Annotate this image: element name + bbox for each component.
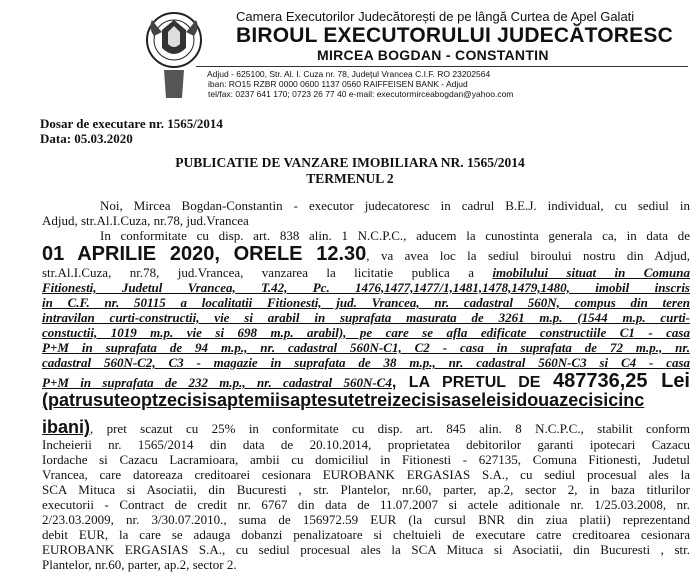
iban-line: iban: RO15 RZBR 0000 0600 1137 0560 RAIFFEISEN BANK - Adjud bbox=[208, 79, 468, 89]
body-line: Plantelor, nr.60, parter, ap.2, sector 2. bbox=[42, 557, 237, 572]
body-line: P+M in suprafata de 94 m.p., nr. cadastral 560N-C1, C2 - casa in suprafata de 72 m.p., nr. bbox=[42, 340, 690, 355]
body-line: executorii - Contract de credit nr. 6767 din data de 11.07.2007 si actele aditionale nr. 1/25.03.2008, nr. bbox=[42, 497, 690, 512]
letterhead bbox=[0, 0, 700, 110]
document-title: PUBLICATIE DE VANZARE IMOBILIARA NR. 1565/2014 bbox=[175, 155, 525, 170]
body-line: Fitionesti, Judetul Vrancea, T.42, Pc. 1476,1477,1477/1,1481,1478,1479,1480, imobil inscris bbox=[42, 280, 690, 295]
case-date: Data: 05.03.2020 bbox=[40, 131, 133, 146]
body-line: debit EUR, la care se adauga dobanzi penalizatoare si cheltuieli de executare catre creditoarea cesionara bbox=[42, 527, 690, 542]
body-line: intravilan curti-constructii, vie si arabil in suprafata masurata de 3261 m.p. (1544 m.p. curti- bbox=[42, 310, 690, 325]
body-line: str.Al.I.Cuza, nr.78, jud.Vrancea, vanzarea la licitatie publica a imobilului situat in Comuna bbox=[42, 265, 691, 280]
auction-price: 487736,25 Lei bbox=[552, 370, 690, 392]
price-in-words: (patrusuteoptzecisisaptemiisaptesutetreizecisisaseleisidouazecisicinc bbox=[42, 390, 645, 410]
body-line: 2/23.03.2009, nr. 3/30.07.2010., suma de 156972.59 EUR (la cursul BNR din ziua platii) reprezentand bbox=[42, 512, 690, 527]
header-divider bbox=[196, 66, 688, 67]
body-line: P+M in suprafata de 232 m.p., nr. cadastral 560N-C4, LA PRETUL DE 487736,25 Lei bbox=[42, 370, 690, 392]
executor-name: MIRCEA BOGDAN - CONSTANTIN bbox=[317, 47, 549, 63]
body-line: Iordache si Cazacu Lacramioara, ambii cu domiciliul in Fitionesti - 627135, Comuna Fitionesti, Judetul bbox=[42, 452, 690, 467]
body-line: 01 APRILIE 2020, ORELE 12.30, va avea loc la sediul biroului nostru din Adjud, bbox=[42, 243, 690, 265]
body-line: EUROBANK ERGASIAS S.A., cu sediul procesual ales la SCA Mituca si Asociatii, din Bucuresti , str. bbox=[42, 542, 690, 557]
office-title: BIROUL EXECUTORULUI JUDECĂTORESC bbox=[236, 24, 673, 47]
coat-of-arms-seal bbox=[142, 6, 206, 102]
case-number: Dosar de executare nr. 1565/2014 bbox=[40, 116, 223, 131]
body-line: in C.F. nr. 50115 a localitatii Fitionesti, jud. Vrancea, nr. cadastral 560N, compus din teren bbox=[42, 295, 690, 310]
body-line: Vrancea, care datoreaza creditoarei cesionara EUROBANK ERGASIAS S.A., cu sediul procesual ales la bbox=[42, 467, 690, 482]
body-line: Noi, Mircea Bogdan-Constantin - executor judecatoresc in cadrul B.E.J. individual, cu sediul in bbox=[100, 198, 690, 213]
body-line: SCA Mituca si Asociatii, din Bucuresti , str. Plantelor, nr.60, parter, ap.2, sector 2, in baza titlurilor bbox=[42, 482, 690, 497]
body-line: In conformitate cu disp. art. 838 alin. 1 N.C.P.C., aducem la cunostinta generala ca, in data de bbox=[100, 228, 690, 243]
body-line: cadastral 560N-C2, C3 - magazie in suprafata de 38 m.p., nr. cadastral 560N-C3 si C4 - casa bbox=[42, 355, 690, 370]
body-line: constuctii, 1019 m.p. vie si 698 m.p. arabil), pe care se afla edificate constructiile C1 - casa bbox=[42, 325, 690, 340]
address-line: Adjud - 625100, Str. Al. I. Cuza nr. 78, Județul Vrancea C.I.F. RO 23202564 bbox=[207, 69, 491, 79]
body-line: ibani), pret scazut cu 25% in conformitate cu disp. art. 845 alin. 8 N.C.P.C., stabilit conform bbox=[42, 417, 690, 437]
auction-date: 01 APRILIE 2020, ORELE 12.30 bbox=[42, 243, 367, 265]
chamber-line: Camera Executorilor Judecătorești de pe lângă Curtea de Apel Galati bbox=[236, 9, 635, 24]
document-subtitle: TERMENUL 2 bbox=[306, 171, 394, 186]
body-line: Incheierii nr. 1565/2014 din data de 20.10.2014, proprietatea debitorilor garanti ipotecari Cazacu bbox=[42, 437, 690, 452]
contact-line: tel/fax: 0237 641 170; 0723 26 77 40 e-mail: executormirceabogdan@yahoo.com bbox=[208, 89, 514, 99]
body-line: Adjud, str.Al.I.Cuza, nr.78, jud.Vrancea bbox=[42, 213, 249, 228]
